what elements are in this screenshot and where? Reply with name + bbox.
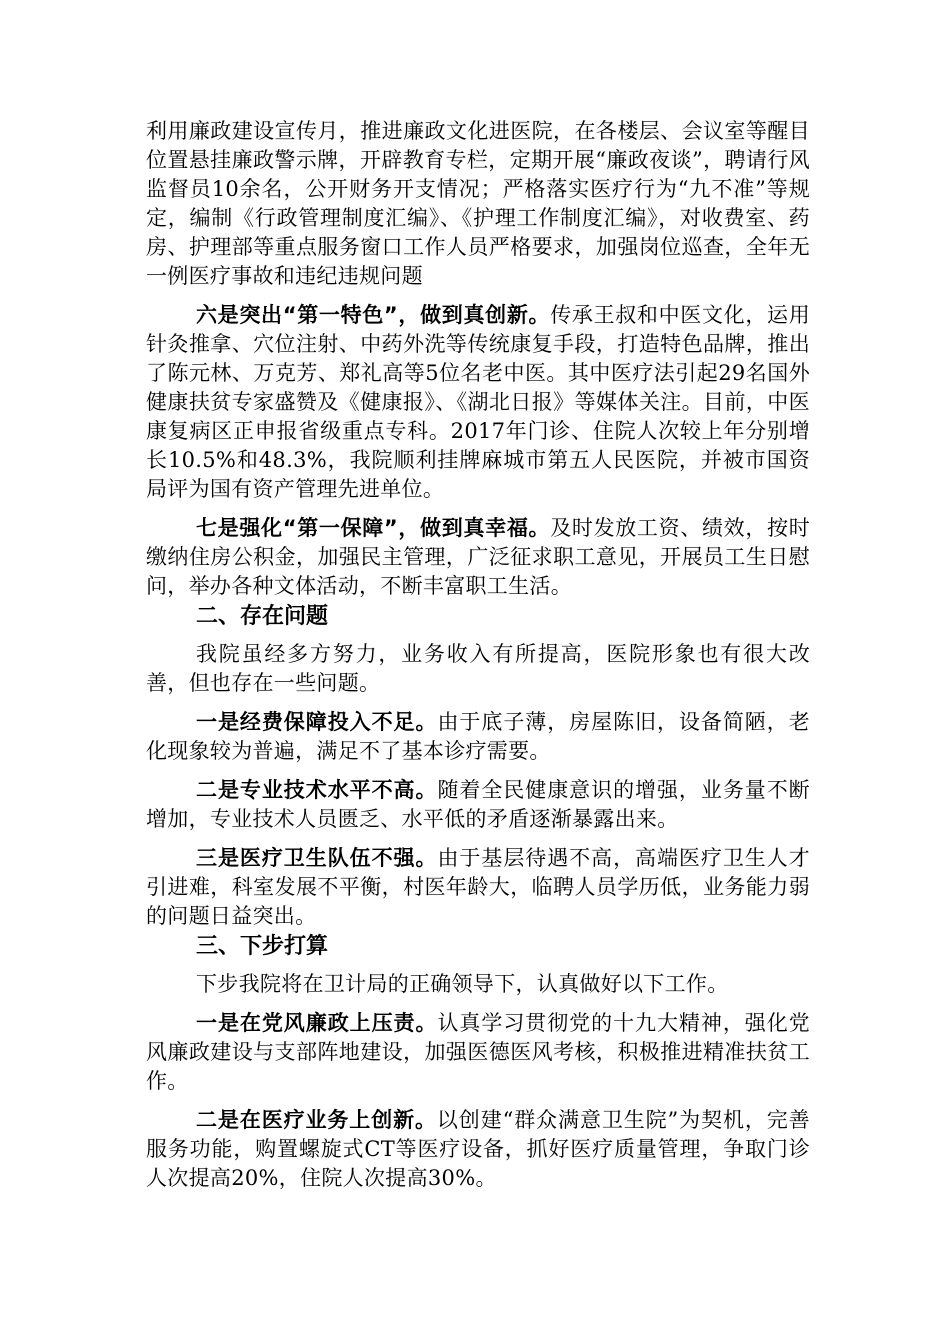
section-2-item-2 [146,776,810,834]
section-3-item-2-text: 以创建“群众满意卫生院”为契机，完善服务功能，购置螺旋式CT等医疗设备，抓好医疗质量管理，争取门诊人次提高20%，住院人次提高30%。 [146,1108,810,1190]
section-2-item-3-text: 由于基层待遇不高，高端医疗卫生人才引进难，科室发展不平衡，村医年龄大，临聘人员学历低，业务能力弱的问题日益突出。 [146,846,810,928]
item-7-paragraph [146,514,810,601]
section-2-heading: 二、存在问题 [196,604,329,629]
section-3-heading: 三、下步打算 [196,934,329,959]
section-2-item-2-lead: 二是专业技术水平不高。 [196,778,438,802]
section-2-item-2-text: 随着全民健康意识的增强，业务量不断增加，专业技术人员匮乏、水平低的矛盾逐渐暴露出来。 [146,778,810,831]
item-6-lead: 六是突出“第一特色”，做到真创新。 [196,303,551,327]
item-6-paragraph [146,301,810,504]
section-2-intro: 我院虽经多方努力，业务收入有所提高，医院形象也有很大改善，但也存在一些问题。 [146,642,810,695]
item-6-text: 传承王叔和中医文化，运用针灸推拿、穴位注射、中药外洗等传统康复手段，打造特色品牌，推出了陈元林、万克芳、郑礼高等5位名老中医。其中医疗法引起29名国外健康扶贫专家盛赞及《健康报》、《湖北日报》等媒体关注。目前，中医康复病区正申报省级重点专科。2017年门诊、住院人次较上年分别增长10.5%和48.3%，我院顺利挂牌麻城市第五人民医院，并被市国资局评为国有资产管理先进单位。 [146,303,811,501]
item-7-lead: 七是强化“第一保障”，做到真幸福。 [196,516,551,540]
intro-paragraph: 利用廉政建设宣传月，推进廉政文化进医院，在各楼层、会议室等醒目位置悬挂廉政警示牌，开辟教育专栏，定期开展“廉政夜谈”，聘请行风监督员10余名，公开财务开支情况；严格落实医疗行为“九不准”等规定，编制《行政管理制度汇编》、《护理工作制度汇编》，对收费室、药房、护理部等重点服务窗口工作人员严格要求，加强岗位巡查，全年无一例医疗事故和违纪违规问题 [146,119,810,288]
section-2-item-3 [146,844,810,931]
section-3-item-2-lead: 二是在医疗业务上创新。 [196,1108,437,1132]
section-3-intro: 下步我院将在卫计局的正确领导下，认真做好以下工作。 [196,972,729,996]
document-page [146,117,810,1193]
section-2-item-1-text: 由于底子薄，房屋陈旧，设备简陋，老化现象较为普遍，满足不了基本诊疗需要。 [146,710,810,763]
section-3-item-1 [146,1009,810,1096]
section-3-item-1-lead: 一是在党风廉政上压责。 [196,1011,438,1035]
section-3-item-1-text: 认真学习贯彻党的十九大精神，强化党风廉政建设与支部阵地建设，加强医德医风考核，积极推进精准扶贫工作。 [146,1011,810,1093]
section-3-item-2 [146,1106,810,1193]
section-2-item-1 [146,708,810,766]
section-2-item-3-lead: 三是医疗卫生队伍不强。 [196,846,438,870]
section-2-item-1-lead: 一是经费保障投入不足。 [196,710,438,734]
item-7-text: 及时发放工资、绩效，按时缴纳住房公积金，加强民主管理，广泛征求职工意见，开展员工生日慰问，举办各种文体活动，不断丰富职工生活。 [146,516,811,598]
